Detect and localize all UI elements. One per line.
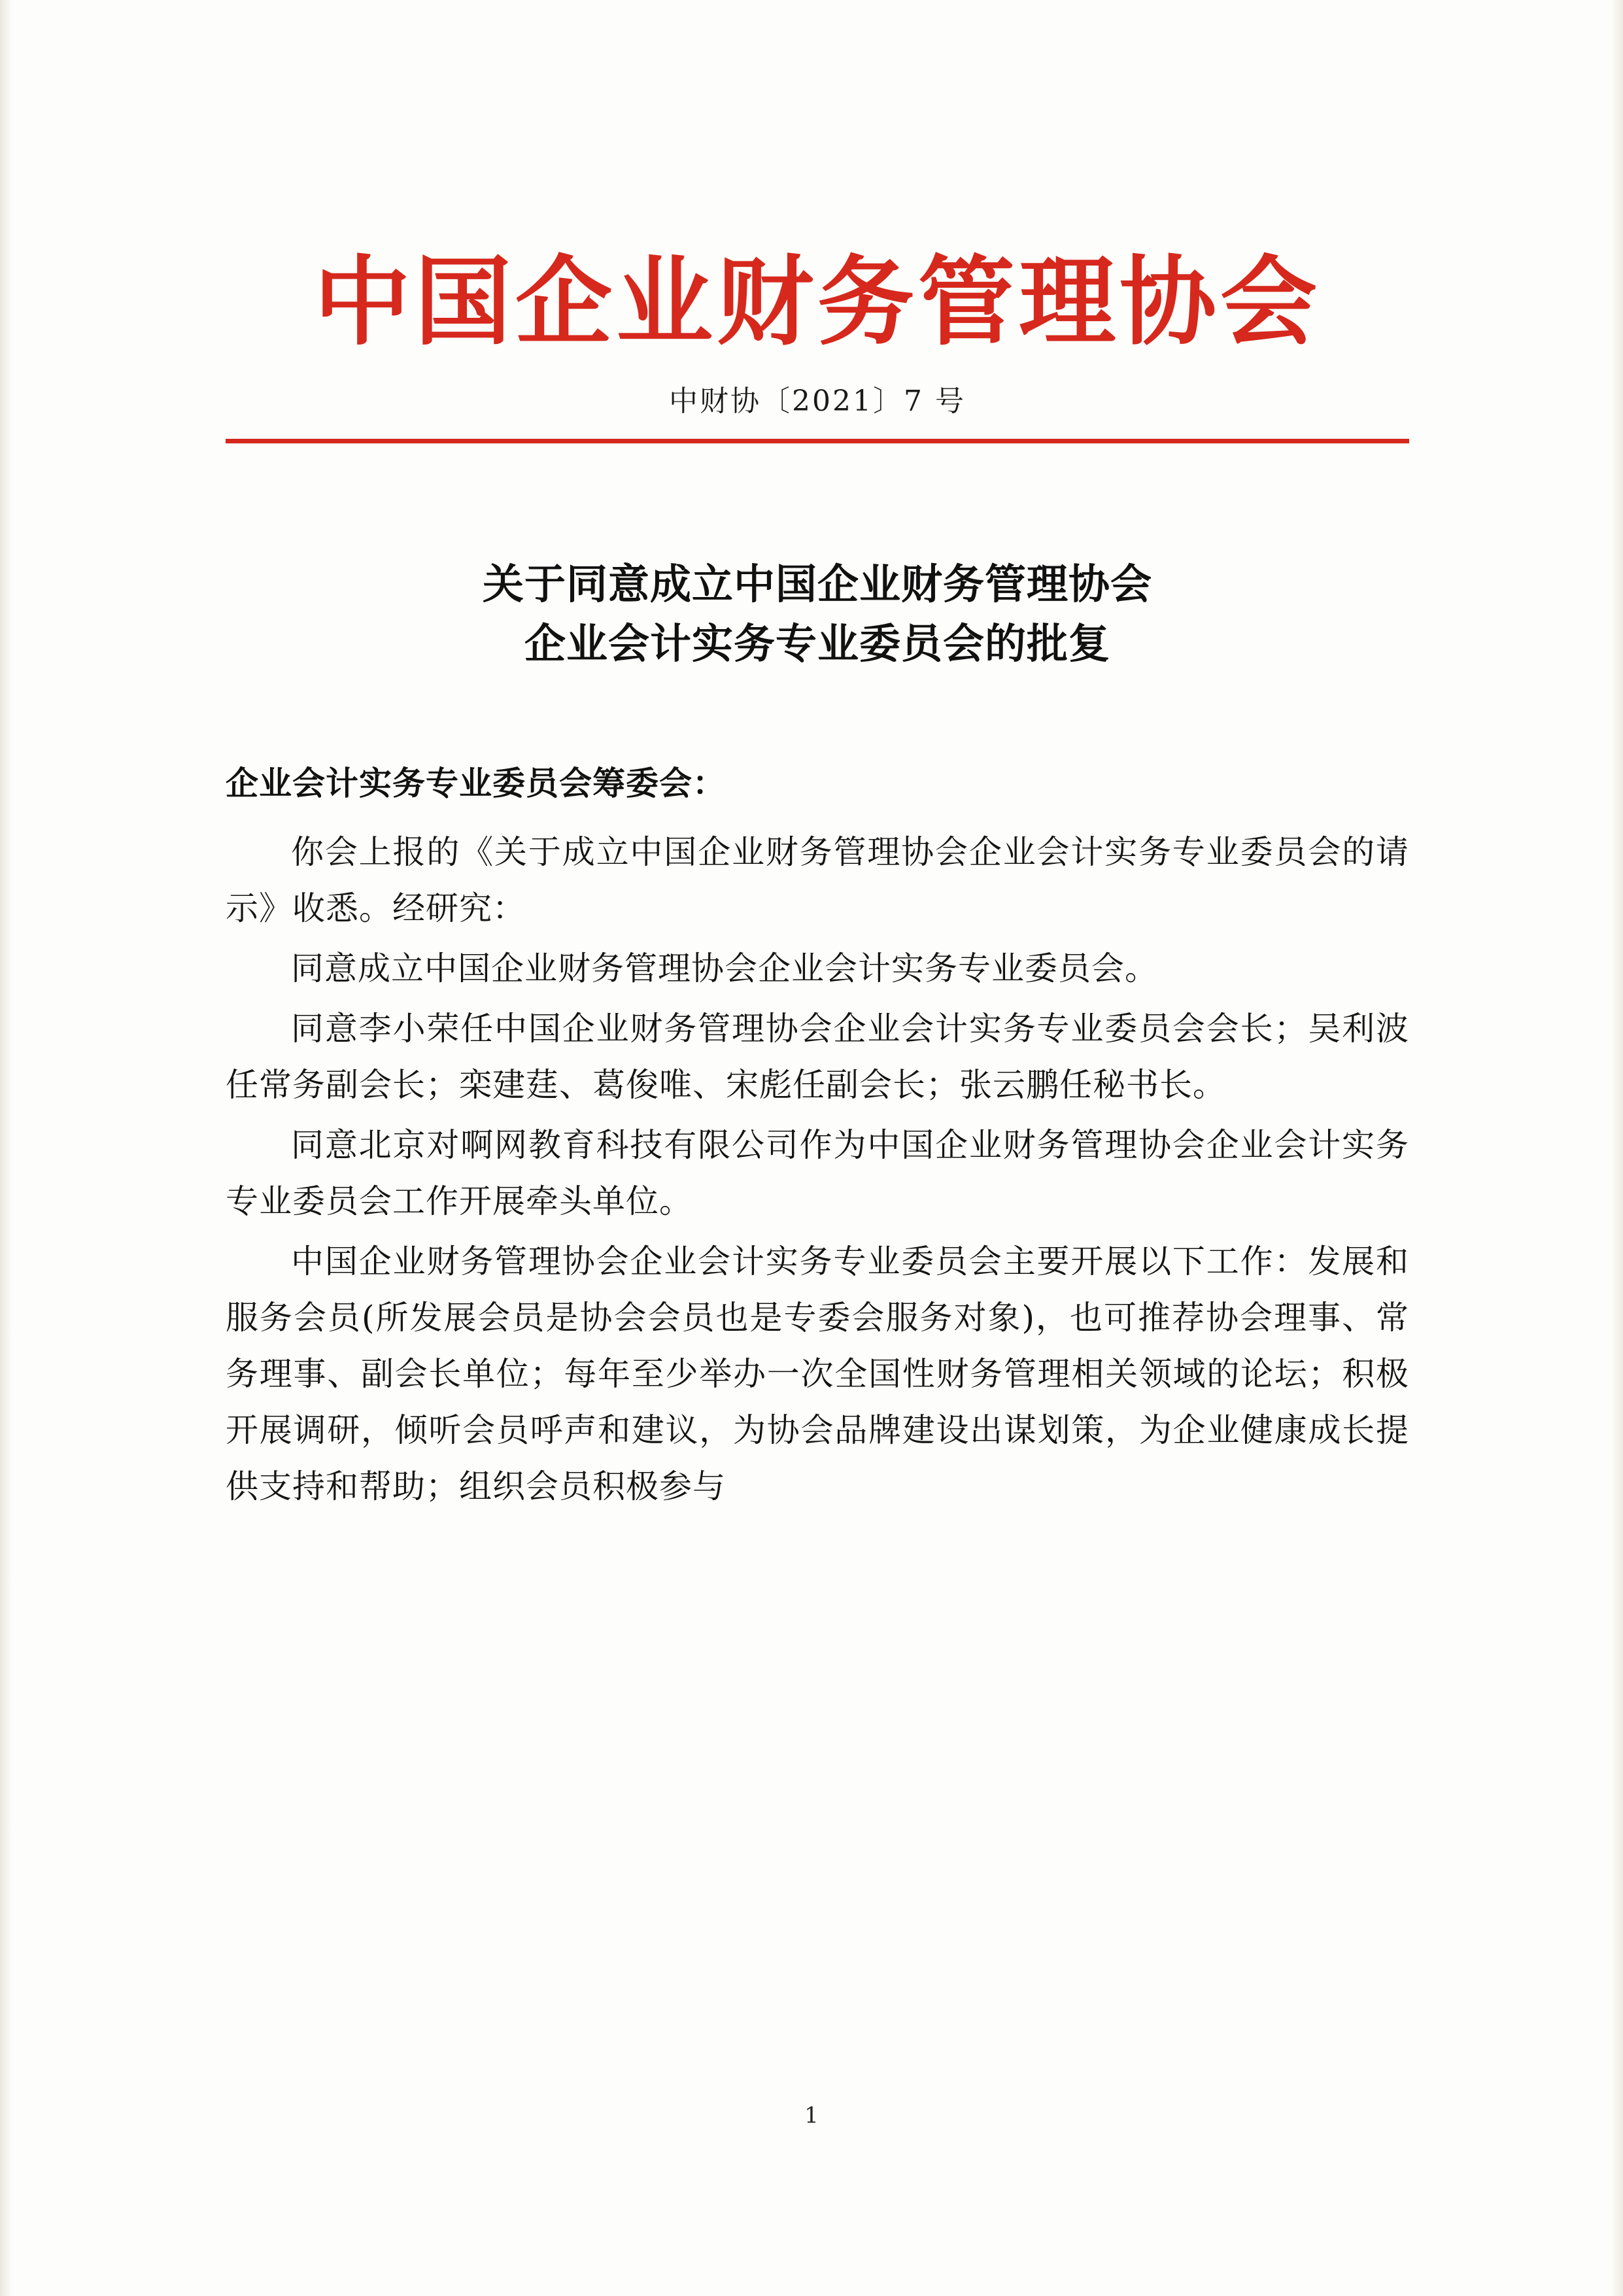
page-number: 1 — [804, 2102, 819, 2129]
body-paragraph: 同意成立中国企业财务管理协会企业会计实务专业委员会。 — [291, 950, 1158, 988]
document-title — [226, 555, 1409, 674]
document-number: 中财协〔2021〕7 号 — [669, 384, 966, 418]
document-body — [226, 824, 1409, 1515]
paper-edge-right — [1611, 0, 1623, 2296]
body-paragraph: 你会上报的《关于成立中国企业财务管理协会企业会计实务专业委员会的请示》收悉。经研究： — [226, 833, 1409, 928]
document-content — [226, 0, 1409, 1518]
body-paragraph: 中国企业财务管理协会企业会计实务专业委员会主要开展以下工作：发展和服务会员(所发展会员是协会会员也是专委会服务对象)，也可推荐协会理事、常务理事、副会长单位；每年至少举办一次全国性财务管理相关领域的论坛；积极开展调研，倾听会员呼声和建议，为协会品牌建设出谋划策，为企业健康成长提供支持和帮助；组织会员积极参与 — [226, 1242, 1409, 1506]
document-title-line-2: 企业会计实务专业委员会的批复 — [524, 619, 1110, 668]
body-paragraph: 同意李小荣任中国企业财务管理协会企业会计实务专业委员会会长；吴利波任常务副会长；栾建莛、葛俊唯、宋彪任副会长；张云鹏任秘书长。 — [226, 1010, 1409, 1105]
organization-masthead: 中国企业财务管理协会 — [314, 245, 1321, 358]
paper-edge-left — [0, 0, 12, 2296]
document-title-line-1: 关于同意成立中国企业财务管理协会 — [483, 559, 1152, 608]
salutation: 企业会计实务专业委员会筹委会： — [226, 764, 726, 803]
body-paragraph: 同意北京对啊网教育科技有限公司作为中国企业财务管理协会企业会计实务专业委员会工作开展牵头单位。 — [226, 1126, 1409, 1221]
red-divider-rule — [226, 439, 1409, 443]
